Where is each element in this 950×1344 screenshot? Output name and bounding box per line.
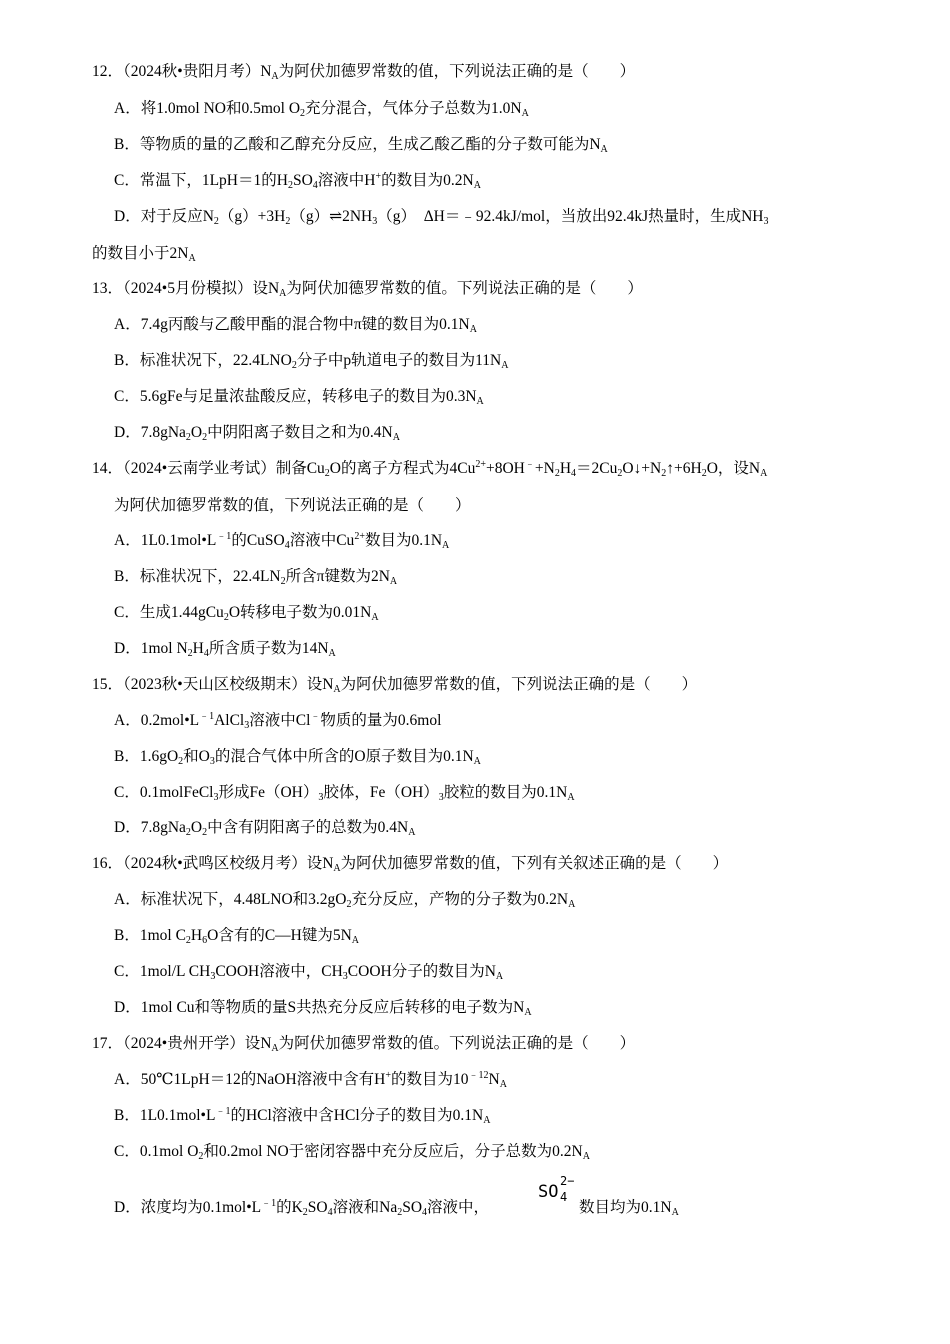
- question-15-stem: 15．（2023秋•天山区校级期末）设$N_A$为阿伏加德罗常数的值，下列说法正确的是（ ）: [92, 676, 698, 695]
- sulfate-ion-charge: 2−: [560, 1174, 575, 1188]
- sulfate-ion-index: 4: [560, 1190, 568, 1204]
- question-13-option-a: A．7.4g丙酸与乙酸甲酯的混合物中π键的数目为$0.1N_A$: [114, 316, 477, 335]
- question-14-stem: 14．（2024•云南学业考试）制备$Cu_2O$的离子方程式为$4Cu^{2+}+8OH^﹣+N_2H_4=2Cu_2O↓+N_2↑+6H_2O$，设$N_A$: [92, 459, 768, 479]
- question-13-option-d: D．$7.8gNa_2O_2$中阴阳离子数目之和为$0.4N_A$: [114, 424, 400, 443]
- question-12-option-d-continued: 的数目小于$2N_A$: [92, 245, 196, 264]
- sulfate-ion-base: SO: [538, 1182, 559, 1202]
- question-14-option-d: D．1mol $N_2H_4$所含质子数为$14N_A$: [114, 640, 336, 659]
- question-13-stem: 13．（2024•5月份模拟）设$N_A$为阿伏加德罗常数的值。下列说法正确的是（ ）: [92, 280, 643, 299]
- question-16-option-d: D．1mol Cu和等物质的量S共热充分反应后转移的电子数为$N_A$: [114, 999, 532, 1018]
- question-17-option-d: D．浓度均为$0.1mol•L^{﹣1}$的$K_2SO_4$溶液和$Na_2SO_4$溶液中，: [114, 1198, 490, 1218]
- question-16-option-a: A．标准状况下，4.48LNO和$3.2gO_2$充分反应，产物的分子数为$0.2N_A$: [114, 891, 576, 910]
- question-17-option-a: A．50℃1LpH＝12的NaOH溶液中含有H+的数目为$10^{﹣12}N_A$: [114, 1070, 507, 1090]
- question-15-option-c: C．0.1molFeCl$_3$形成$Fe(OH)_3$胶体，$Fe(OH)_3$胶粒的数目为$0.1N_A$: [114, 784, 575, 803]
- question-17-option-b: B．$1L0.1mol•L^{﹣1}$的HCl溶液中含HCl分子的数目为$0.1N_A$: [114, 1106, 491, 1126]
- question-14-option-a: A．$1L0.1mol•L^{﹣1}$的CuSO$_4$溶液中$Cu^{2+}$数目为$0.1N_A$: [114, 531, 450, 551]
- question-13-option-c: C．5.6gFe与足量浓盐酸反应，转移电子的数目为$0.3N_A$: [114, 388, 484, 407]
- question-15-option-d: D．$7.8gNa_2O_2$中含有阴阳离子的总数为$0.4N_A$: [114, 819, 416, 838]
- question-16-stem: 16．（2024秋•武鸣区校级月考）设$N_A$为阿伏加德罗常数的值，下列有关叙述正确的是（ ）: [92, 855, 729, 874]
- question-14-stem-continued: 为阿伏加德罗常数的值，下列说法正确的是（ ）: [114, 497, 471, 514]
- question-12-option-d: D．对于反应$N_2(g)+3H_2(g)\rightleftharpoons 2NH_3(g)$ ΔH＝﹣92.4kJ/mol，当放出92.4kJ热量时，生成$NH_3$: [114, 208, 769, 227]
- question-15-option-a: A．$0.2mol•L^{﹣1}AlCl_3$溶液中Cl﹣物质的量为0.6mol: [114, 711, 442, 731]
- question-12-option-b: B．等物质的量的乙酸和乙醇充分反应，生成乙酸乙酯的分子数可能为$N_A$: [114, 136, 608, 155]
- question-17-option-c: C．0.1mol $O_2$和0.2mol NO于密闭容器中充分反应后，分子总数为$0.2N_A$: [114, 1143, 590, 1162]
- question-14-option-b: B．标准状况下，$22.4LN_2$所含π键数为$2N_A$: [114, 568, 398, 587]
- question-15-option-b: B．$1.6gO_2$和$O_3$的混合气体中所含的O原子数目为$0.1N_A$: [114, 748, 481, 767]
- question-12-stem: 12．（2024秋•贵阳月考）$N_A$为阿伏加德罗常数的值，下列说法正确的是（ ）: [92, 63, 636, 82]
- question-12-option-c: C．常温下，1LpH＝1的$H_2SO_4$溶液中H+的数目为$0.2N_A$: [114, 171, 481, 191]
- question-12-option-a: A．将1.0mol NO和0.5mol $O_2$充分混合，气体分子总数为$1.0N_A$: [114, 100, 529, 119]
- question-16-option-c: C．1mol/L $CH_3COOH$溶液中，$CH_3COOH$分子的数目为$N_A$: [114, 963, 504, 982]
- question-17-stem: 17．（2024•贵州开学）设$N_A$为阿伏加德罗常数的值。下列说法正确的是（ ）: [92, 1035, 636, 1054]
- question-17-option-d-tail: 数目均为$0.1N_A$: [579, 1199, 679, 1218]
- question-13-option-b: B．标准状况下，$22.4LNO_2$分子中p轨道电子的数目为$11N_A$: [114, 352, 509, 371]
- question-14-option-c: C．生成1.44gCu$_2$O转移电子数为$0.01N_A$: [114, 604, 379, 623]
- question-16-option-b: B．1mol $C_2H_6O$含有的C—H键为$5N_A$: [114, 927, 360, 946]
- sulfate-ion-formula: [538, 1176, 578, 1210]
